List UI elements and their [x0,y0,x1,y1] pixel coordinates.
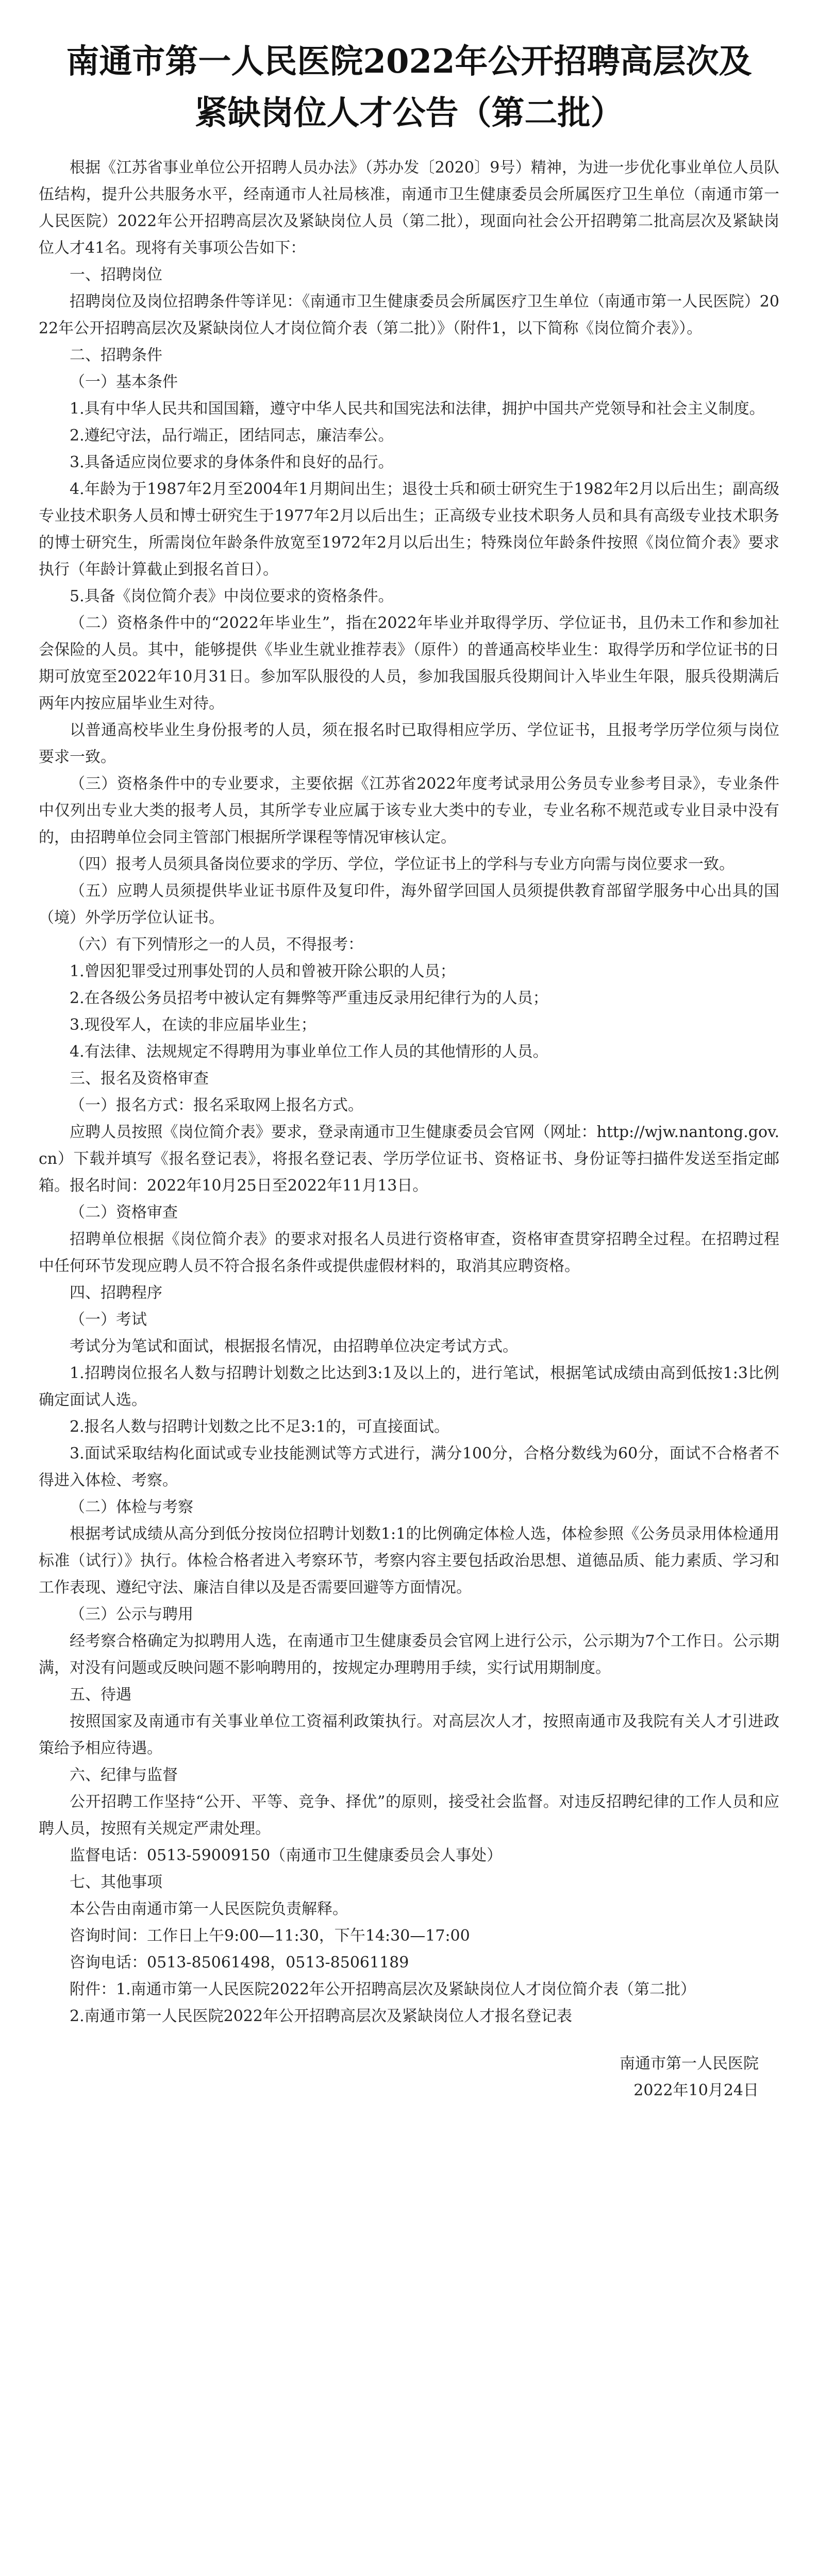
body-paragraph: （四）报考人员须具备岗位要求的学历、学位，学位证书上的学科与专业方向需与岗位要求一致。 [70,855,734,873]
body-paragraph: 5.具备《岗位简介表》中岗位要求的资格条件。 [70,587,394,605]
body-paragraph: 六、纪律与监督 [70,1766,178,1784]
body-paragraph: （一）基本条件 [70,373,178,391]
body-paragraph: （二）资格条件中的“2022年毕业生”，指在2022年毕业并取得学历、学位证书，且仍未工作和参加社会保险的人员。其中，能够提供《毕业生就业推荐表》（原件）的普通高校毕业生：取得学历和学位证书的日期可放宽至2022年10月31日。参加军队服役的人员，参加我国服兵役期间计入毕业生年限，服兵役期满后两年内按应届毕业生对待。 [39,614,779,713]
document-body [39,155,779,2030]
body-paragraph: 根据考试成绩从高分到低分按岗位招聘计划数1:1的比例确定体检人选，体检参照《公务员录用体检通用标准（试行）》执行。体检合格者进入考察环节，考察内容主要包括政治思想、道德品质、能力素质、学习和工作表现、遵纪守法、廉洁自律以及是否需要回避等方面情况。 [39,1525,779,1597]
sign-date: 2022年10月24日 [633,2081,759,2099]
body-paragraph: 考试分为笔试和面试，根据报名情况，由招聘单位决定考试方式。 [70,1337,518,1355]
body-paragraph: 本公告由南通市第一人民医院负责解释。 [70,1900,348,1918]
body-paragraph: 按照国家及南通市有关事业单位工资福利政策执行。对高层次人才，按照南通市及我院有关人才引进政策给予相应待遇。 [39,1713,779,1757]
body-paragraph: 公开招聘工作坚持“公开、平等、竞争、择优”的原则，接受社会监督。对违反招聘纪律的工作人员和应聘人员，按照有关规定严肃处理。 [39,1793,779,1838]
body-paragraph: 3.面试采取结构化面试或专业技能测试等方式进行，满分100分，合格分数线为60分，面试不合格者不得进入体检、考察。 [39,1445,779,1489]
body-paragraph: 四、招聘程序 [70,1284,162,1302]
body-paragraph: （一）考试 [70,1311,147,1329]
body-paragraph: 招聘单位根据《岗位简介表》的要求对报名人员进行资格审查，资格审查贯穿招聘全过程。在招聘过程中任何环节发现应聘人员不符合报名条件或提供虚假材料的，取消其应聘资格。 [39,1230,779,1275]
body-paragraph: 4.有法律、法规规定不得聘用为事业单位工作人员的其他情形的人员。 [70,1043,548,1061]
sign-organization: 南通市第一人民医院 [620,2055,759,2073]
body-paragraph: （三）公示与聘用 [70,1605,193,1623]
body-paragraph: 2.报名人数与招聘计划数之比不足3:1的，可直接面试。 [70,1418,449,1436]
body-paragraph: （二）体检与考察 [70,1498,193,1516]
body-paragraph: 3.现役军人，在读的非应届毕业生； [70,1016,316,1034]
body-paragraph: （二）资格审查 [70,1204,178,1222]
signature-block [39,2050,779,2104]
title-line-1: 南通市第一人民医院2022年公开招聘高层次及 [66,42,752,81]
body-paragraph: 2.遵纪守法，品行端正，团结同志，廉洁奉公。 [70,427,394,445]
document-title [39,36,779,139]
body-paragraph: （五）应聘人员须提供毕业证书原件及复印件，海外留学回国人员须提供教育部留学服务中心出具的国（境）外学历学位认证书。 [39,882,779,927]
body-paragraph: 1.具有中华人民共和国国籍，遵守中华人民共和国宪法和法律，拥护中国共产党领导和社会主义制度。 [70,400,765,418]
body-paragraph: 以普通高校毕业生身份报考的人员，须在报名时已取得相应学历、学位证书，且报考学历学位须与岗位要求一致。 [39,721,779,766]
body-paragraph: （三）资格条件中的专业要求，主要依据《江苏省2022年度考试录用公务员专业参考目录》，专业条件中仅列出专业大类的报考人员，其所学专业应属于该专业大类中的专业，专业名称不规范或专业目录中没有的，由招聘单位会同主管部门根据所学课程等情况审核认定。 [39,775,779,846]
body-paragraph: 3.具备适应岗位要求的身体条件和良好的品行。 [70,453,394,471]
title-line-2: 紧缺岗位人才公告（第二批） [194,94,624,132]
body-paragraph: 咨询时间：工作日上午9:00—11:30，下午14:30—17:00 [70,1927,470,1945]
body-paragraph: 应聘人员按照《岗位简介表》要求，登录南通市卫生健康委员会官网（网址：http://wjw.nantong.gov.cn）下载并填写《报名登记表》，将报名登记表、学历学位证书、资格证书、身份证等扫描件发送至指定邮箱。报名时间：2022年10月25日至2022年11月13日。 [39,1123,779,1195]
body-paragraph: 三、报名及资格审查 [70,1070,209,1088]
body-paragraph: 经考察合格确定为拟聘用人选，在南通市卫生健康委员会官网上进行公示，公示期为7个工作日。公示期满，对没有问题或反映问题不影响聘用的，按规定办理聘用手续，实行试用期制度。 [39,1632,779,1677]
body-paragraph: 五、待遇 [70,1686,131,1704]
body-paragraph: 4.年龄为于1987年2月至2004年1月期间出生；退役士兵和硕士研究生于1982年2月以后出生；副高级专业技术职务人员和博士研究生于1977年2月以后出生；正高级专业技术职务人员和具有高级专业技术职务的博士研究生，所需岗位年龄条件放宽至1972年2月以后出生；特殊岗位年龄条件按照《岗位简介表》要求执行（年龄计算截止到报名首日）。 [39,480,779,579]
body-paragraph: （六）有下列情形之一的人员，不得报考： [70,936,363,954]
body-paragraph: （一）报名方式：报名采取网上报名方式。 [70,1096,363,1114]
body-paragraph: 二、招聘条件 [70,346,162,364]
body-paragraph: 监督电话：0513-59009150（南通市卫生健康委员会人事处） [70,1846,503,1865]
intro-paragraph: 根据《江苏省事业单位公开招聘人员办法》（苏办发〔2020〕9号）精神，为进一步优化事业单位人员队伍结构，提升公共服务水平，经南通市人社局核准，南通市卫生健康委员会所属医疗卫生单位（南通市第一人民医院）2022年公开招聘高层次及紧缺岗位人员（第二批），现面向社会公开招聘第二批高层次及紧缺岗位人才41名。现将有关事项公告如下： [39,159,779,257]
body-paragraph: 2.在各级公务员招考中被认定有舞弊等严重违反录用纪律行为的人员； [70,989,548,1007]
body-paragraph: 1.曾因犯罪受过刑事处罚的人员和曾被开除公职的人员； [70,962,456,980]
body-paragraph: 七、其他事项 [70,1873,162,1891]
body-paragraph: 1.招聘岗位报名人数与招聘计划数之比达到3:1及以上的，进行笔试，根据笔试成绩由高到低按1:3比例确定面试人选。 [39,1364,779,1409]
body-paragraph: 2.南通市第一人民医院2022年公开招聘高层次及紧缺岗位人才报名登记表 [70,2007,572,2025]
body-paragraph: 附件：1.南通市第一人民医院2022年公开招聘高层次及紧缺岗位人才岗位简介表（第二批） [70,1980,696,1998]
body-paragraph: 咨询电话：0513-85061498，0513-85061189 [70,1954,409,1972]
body-paragraph: 招聘岗位及岗位招聘条件等详见：《南通市卫生健康委员会所属医疗卫生单位（南通市第一人民医院）2022年公开招聘高层次及紧缺岗位人才岗位简介表（第二批）》（附件1，以下简称《岗位简介表》）。 [39,293,779,337]
body-paragraph: 一、招聘岗位 [70,266,162,284]
